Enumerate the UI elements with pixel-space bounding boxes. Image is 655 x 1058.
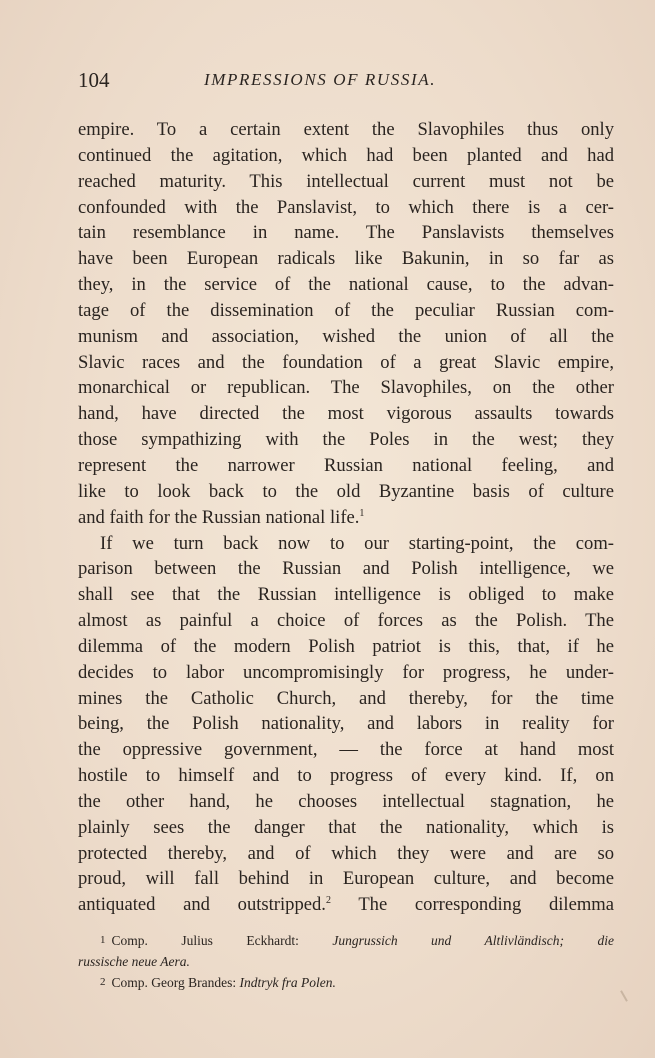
text-line: monarchical or republican. The Slavophiles, on the other bbox=[78, 377, 614, 399]
body-text bbox=[78, 117, 614, 918]
footnote-title: Indtryk fra Polen. bbox=[239, 975, 336, 990]
text-line-content: The corresponding dilemma bbox=[358, 894, 615, 916]
text-line: the oppressive government, — the force at hand most bbox=[78, 739, 614, 761]
text-line: represent the narrower Russian national feeling, and bbox=[78, 454, 614, 476]
footnote-1-continued: russische neue Aera. bbox=[78, 954, 190, 969]
text-line: decides to labor uncompromisingly for progress, he under- bbox=[78, 661, 614, 683]
text-line: tain resemblance in name. The Panslavists themselves bbox=[78, 222, 614, 244]
footnote-prefix: Comp. Julius Eckhardt: bbox=[111, 933, 299, 948]
text-line: proud, will fall behind in European culture, and become bbox=[78, 868, 614, 890]
paper-mark bbox=[620, 990, 628, 1001]
text-line: being, the Polish nationality, and labors in reality for bbox=[78, 713, 614, 735]
text-line: shall see that the Russian intelligence is obliged to make bbox=[78, 584, 614, 606]
footnote-2 bbox=[78, 972, 614, 993]
text-line: those sympathizing with the Poles in the west; they bbox=[78, 429, 614, 451]
page-header bbox=[78, 68, 586, 98]
text-line: hand, have directed the most vigorous assaults towards bbox=[78, 403, 614, 425]
text-line: the other hand, he chooses intellectual stagnation, he bbox=[78, 790, 614, 812]
text-line: tage of the dissemination of the peculiar Russian com- bbox=[78, 299, 614, 321]
text-line: mines the Catholic Church, and thereby, for the time bbox=[78, 687, 614, 709]
running-title: IMPRESSIONS OF RUSSIA. bbox=[204, 70, 437, 89]
text-line: parison between the Russian and Polish intelligence, we bbox=[78, 558, 614, 580]
text-line: almost as painful a choice of forces as the Polish. The bbox=[78, 610, 614, 632]
text-line: plainly sees the danger that the nationality, which is bbox=[78, 816, 614, 838]
text-line: they, in the service of the national cause, to the advan- bbox=[78, 274, 614, 296]
footnote-ref-2: 2 bbox=[325, 895, 331, 907]
text-line: continued the agitation, which had been planted and had bbox=[78, 144, 614, 166]
text-line: If we turn back now to our starting-point, the com- bbox=[100, 532, 614, 554]
footnote-1 bbox=[78, 930, 614, 951]
text-line: dilemma of the modern Polish patriot is this, that, if he bbox=[78, 635, 614, 657]
text-line: empire. To a certain extent the Slavophiles thus only bbox=[78, 119, 614, 140]
footnotes bbox=[78, 930, 614, 993]
footnote-ref-1: 1 bbox=[359, 507, 365, 519]
page-number: 104 bbox=[78, 68, 110, 92]
text-line: reached maturity. This intellectual current must not be bbox=[78, 170, 614, 192]
text-line-content: antiquated and outstripped. bbox=[78, 894, 326, 916]
text-line-content: and faith for the Russian national life. bbox=[78, 506, 360, 528]
text-line bbox=[78, 892, 614, 918]
text-line: have been European radicals like Bakunin, in so far as bbox=[78, 248, 614, 270]
footnote-mark: 2 bbox=[100, 976, 106, 988]
footnote-mark: 1 bbox=[100, 934, 106, 946]
footnote-title: Jungrussich und Altlivländisch; die bbox=[332, 933, 615, 948]
text-line bbox=[78, 505, 614, 531]
footnote-prefix: Comp. Georg Brandes: bbox=[111, 975, 237, 990]
text-line: protected thereby, and of which they were and are so bbox=[78, 842, 614, 864]
text-line: like to look back to the old Byzantine basis of culture bbox=[78, 480, 614, 502]
text-line: Slavic races and the foundation of a great Slavic empire, bbox=[78, 351, 614, 373]
text-line: munism and association, wished the union of all the bbox=[78, 325, 614, 347]
text-line: confounded with the Panslavist, to which there is a cer- bbox=[78, 196, 614, 218]
text-line: hostile to himself and to progress of every kind. If, on bbox=[78, 765, 614, 787]
